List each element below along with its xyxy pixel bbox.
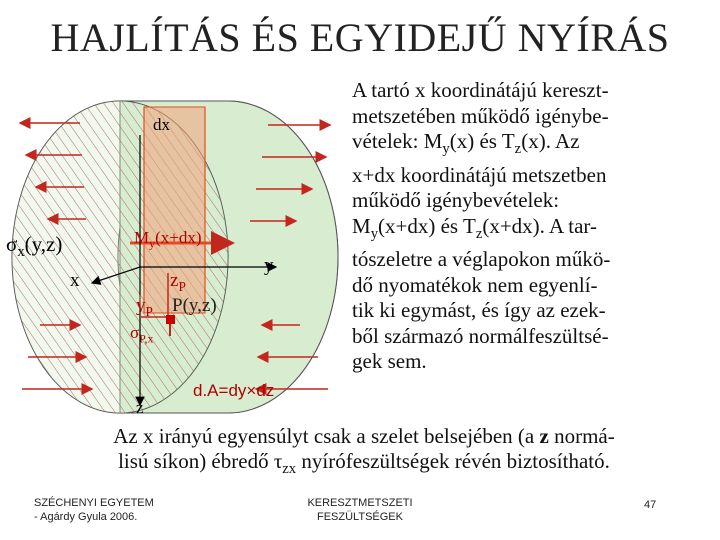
para-line: tik ki egymást, és így az ezek- [352, 298, 606, 323]
para-line: x+dx koordinátájú metszetben [352, 162, 607, 187]
yp-label: $y_P$ [136, 295, 153, 319]
point-label: P(y,z) [172, 295, 217, 316]
para-line: $M_y(x+dx)$ és $T_z(x+dx)$. A tar- [352, 213, 597, 242]
footer-left [34, 496, 154, 524]
para-line: A tartó x koordinátájú kereszt- [352, 78, 609, 102]
moment-label: $M_y(x+dx)$ [134, 228, 202, 251]
para-line: ből származó normálfeszültsé- [352, 323, 609, 348]
z-axis-label: z [136, 398, 144, 417]
para-line: metszetében működő igénybe- [352, 103, 609, 128]
footer-university: SZÉCHENYI EGYETEM [34, 497, 154, 509]
area-label: d.A=dy×dz [193, 381, 275, 400]
y-axis-label: y [264, 255, 274, 276]
x-axis-label: x [70, 270, 80, 291]
sigma-p-label: $\sigma_{P,x}$ [130, 323, 154, 346]
page-number: 47 [644, 499, 657, 511]
footer-subtopic: FESZÜLTSÉGEK [317, 511, 403, 523]
footer-topic: KERESZTMETSZETI [307, 497, 413, 509]
para-line: tószeletre a véglapokon műkö- [352, 247, 611, 272]
description-paragraph [352, 78, 712, 375]
para-line: dő nyomatékok nem egyenlí- [352, 272, 598, 297]
sigma-x-label: $\sigma_x(y,z)$ [6, 232, 63, 261]
footer-author: - Agárdy Gyula 2006. [34, 511, 138, 523]
dx-label: dx [153, 115, 170, 134]
bottom-statement: Az x irányú egyensúlyt csak a szelet belsejében (a z normá- lisú síkon) ébredő $\tau_{zx}$ nyírófeszültségek révén biztosítható. [113, 424, 615, 478]
para-line: működő igénybevételek: [352, 188, 560, 213]
zp-label: $z_P$ [170, 270, 186, 294]
para-line: vételek: $M_y(x)$ és $T_z(x)$. Az [352, 129, 580, 158]
footer-center [290, 496, 430, 524]
slide-title: HAJLÍTÁS ÉS EGYIDEJŰ NYÍRÁS [50, 15, 670, 60]
para-line: gek sem. [352, 349, 427, 374]
